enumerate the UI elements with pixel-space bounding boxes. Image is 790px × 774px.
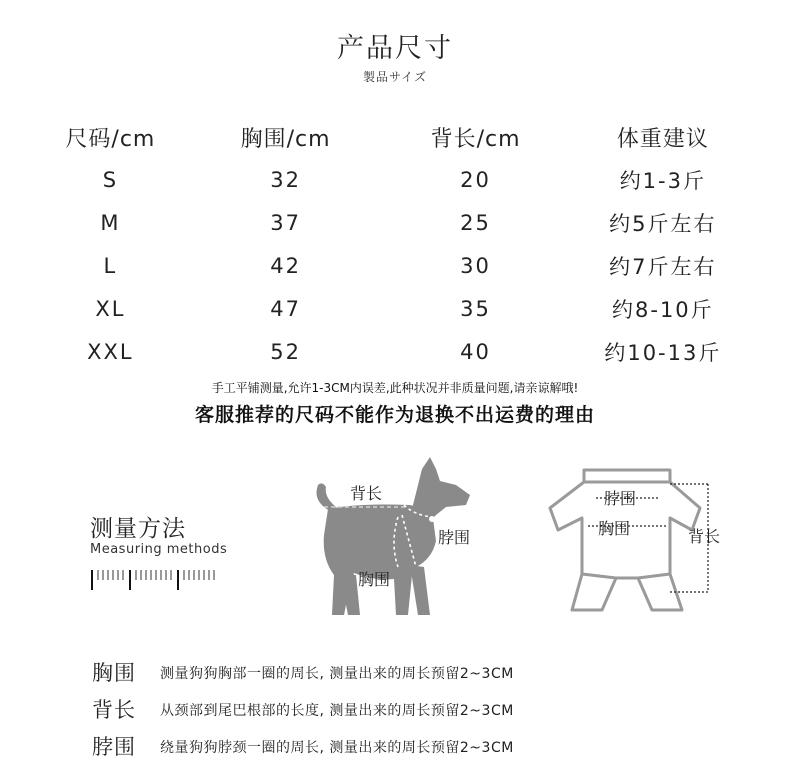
measuring-subtitle: Measuring methods [90,542,228,557]
cell-chest: 52 [270,339,301,364]
cell-weight: 约5斤左右 [609,211,717,236]
tolerance-note: 手工平铺测量,允许1-3CM内误差,此种状况并非质量问题,请亲谅解哦! [211,381,579,395]
cell-chest: 42 [270,253,301,278]
cell-weight: 约10-13斤 [604,340,722,365]
table-row [40,158,765,201]
size-table-header-row [40,116,765,158]
table-row [40,201,765,244]
cell-back: 35 [460,296,491,321]
dog-diagram [298,455,488,630]
cell-chest: 32 [270,167,301,192]
definition-text-neck: 绕量狗狗脖颈一圈的周长, 测量出来的周长预留2~3CM [160,740,514,756]
cell-size: XXL [87,339,134,364]
dog-label-neck: 脖围 [438,528,471,547]
header-size: 尺码/cm [65,126,156,152]
cell-back: 30 [460,253,491,278]
header-chest: 胸围/cm [240,126,331,152]
pet-clothes-diagram [542,460,742,620]
definition-term-back: 背长 [92,698,136,722]
measuring-title: 测量方法 [90,516,186,542]
cell-weight: 约7斤左右 [609,254,717,279]
cell-back: 40 [460,339,491,364]
dog-label-chest: 胸围 [358,570,391,589]
size-table [40,116,765,373]
cell-back: 25 [460,210,491,235]
definition-term-chest: 胸围 [92,661,136,685]
cell-size: L [103,253,118,278]
definition-text-chest: 测量狗狗胸部一圈的周长, 测量出来的周长预留2~3CM [160,666,514,682]
cell-back: 20 [460,167,491,192]
table-row [40,244,765,287]
definition-text-back: 从颈部到尾巴根部的长度, 测量出来的周长预留2~3CM [160,703,514,719]
cell-size: XL [95,296,126,321]
clothes-label-chest: 胸围 [598,519,631,538]
definition-term-neck: 脖围 [92,735,136,759]
cell-weight: 约1-3斤 [619,168,706,193]
ruler-icon [90,566,220,594]
header-weight: 体重建议 [616,126,709,152]
cell-chest: 47 [270,296,301,321]
cell-size: M [100,210,121,235]
clothes-label-back: 背长 [688,527,721,546]
page-title: 产品尺寸 [337,33,453,64]
page-subtitle: 製品サイズ [362,70,428,84]
header-back-length: 背长/cm [430,126,521,152]
cell-chest: 37 [270,210,301,235]
table-row [40,287,765,330]
size-warning: 客服推荐的尺码不能作为退换不出运费的理由 [194,404,595,426]
table-row [40,330,765,373]
cell-weight: 约8-10斤 [612,297,714,322]
cell-size: S [102,167,119,192]
dog-label-back: 背长 [350,484,383,503]
clothes-label-neck: 脖围 [604,489,637,508]
